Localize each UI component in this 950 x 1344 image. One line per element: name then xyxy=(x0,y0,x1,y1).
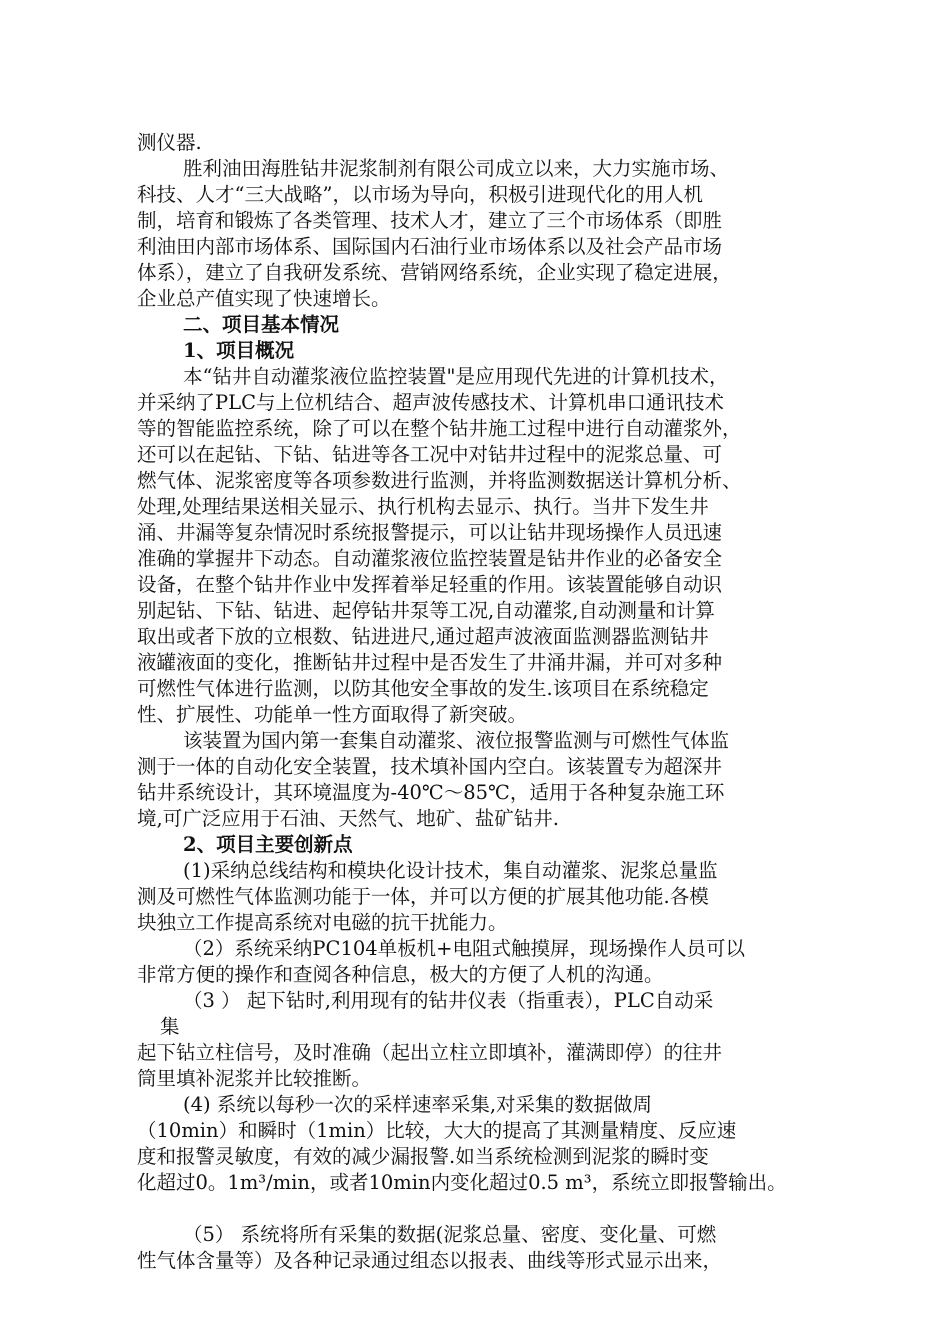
text-line: 燃气体、泥浆密度等各项参数进行监测，并将监测数据送计算机分析、 xyxy=(137,469,742,492)
paragraph-first-line: 该装置为国内第一套集自动灌浆、液位报警监测与可燃性气体监 xyxy=(183,729,730,752)
text-line: 性、扩展性、功能单一性方面取得了新突破。 xyxy=(137,703,528,726)
text-line: 性气体含量等）及各种记录通过组态以报表、曲线等形式显示出来， xyxy=(137,1249,723,1272)
text-line: 取出或者下放的立根数、钻进进尺,通过超声波液面监测器监测钻井 xyxy=(137,625,709,648)
text-line: 度和报警灵敏度，有效的减少漏报警.如当系统检测到泥浆的瞬时变 xyxy=(137,1145,709,1168)
list-item-first-line: （5） 系统将所有采集的数据(泥浆总量、密度、变化量、可燃 xyxy=(183,1223,717,1246)
list-item-first-line: (4) 系统以每秒一次的采样速率采集,对采集的数据做周 xyxy=(183,1093,653,1116)
text-line: 测于一体的自动化安全装置，技术填补国内空白。该装置专为超深井 xyxy=(137,755,723,778)
text-line: 准确的掌握井下动态。自动灌浆液位监控装置是钻井作业的必备安全 xyxy=(137,547,723,570)
paragraph-first-line: 本“钻井自动灌浆液位监控装置"是应用现代先进的计算机技术， xyxy=(183,365,729,388)
text-line: 涌、井漏等复杂情况时系统报警提示，可以让钻井现场操作人员迅速 xyxy=(137,521,723,544)
text-line: 别起钻、下钻、钻进、起停钻井泵等工况,自动灌浆,自动测量和计算 xyxy=(137,599,715,622)
text-line: 并采纳了PLC与上位机结合、超声波传感技术、计算机串口通讯技术 xyxy=(137,391,724,414)
text-line: 企业总产值实现了快速增长。 xyxy=(137,287,391,310)
text-line: 筒里填补泥浆并比较推断。 xyxy=(137,1067,372,1090)
text-line: 还可以在起钻、下钻、钻进等各工况中对钻井过程中的泥浆总量、可 xyxy=(137,443,723,466)
text-line: 等的智能监控系统，除了可以在整个钻井施工过程中进行自动灌浆外， xyxy=(137,417,742,440)
text-line: 处理,处理结果送相关显示、执行机构去显示、执行。当井下发生井 xyxy=(137,495,709,518)
text-line: 液罐液面的变化，推断钻井过程中是否发生了井涌井漏，并可对多种 xyxy=(137,651,723,674)
subsection-heading: 1、项目概况 xyxy=(183,339,295,362)
text-line: （10min）和瞬时（1min）比较，大大的提高了其测量精度、反应速 xyxy=(137,1119,737,1142)
text-line: 测及可燃性气体监测功能于一体，并可以方便的扩展其他功能.各模 xyxy=(137,885,709,908)
list-item-first-line: (1)采纳总线结构和模块化设计技术，集自动灌浆、泥浆总量监 xyxy=(183,859,718,882)
text-line: 制，培育和锻炼了各类管理、技术人才，建立了三个市场体系（即胜 xyxy=(137,209,723,232)
section-heading: 二、项目基本情况 xyxy=(183,313,340,336)
text-line: 块独立工作提高系统对电磁的抗干扰能力。 xyxy=(137,911,508,934)
list-item-first-line: （2）系统采纳PC104单板机+电阻式触摸屏，现场操作人员可以 xyxy=(183,937,746,960)
text-line: 科技、人才“三大战略”，以市场为导向，积极引进现代化的用人机 xyxy=(137,183,703,206)
text-line: 可燃性气体进行监测，以防其他安全事故的发生.该项目在系统稳定 xyxy=(137,677,709,700)
paragraph-first-line: 胜利油田海胜钻井泥浆制剂有限公司成立以来，大力实施市场、 xyxy=(183,157,730,180)
text-line: 境,可广泛应用于石油、天然气、地矿、盐矿钻井. xyxy=(137,807,559,830)
text-line: 设备，在整个钻井作业中发挥着举足轻重的作用。该装置能够自动识 xyxy=(137,573,723,596)
text-line: 化超过0。1m³/min，或者10min内变化超过0.5 m³，系统立即报警输出。 xyxy=(137,1171,787,1194)
text-line: 起下钻立柱信号，及时准确（起出立柱立即填补，灌满即停）的往井 xyxy=(137,1041,723,1064)
text-line: 钻井系统设计，其环境温度为-40℃～85℃，适用于各种复杂施工环 xyxy=(137,781,725,804)
text-line: 利油田内部市场体系、国际国内石油行业市场体系以及社会产品市场 xyxy=(137,235,723,258)
subsection-heading: 2、项目主要创新点 xyxy=(183,833,353,856)
text-line: 测仪器. xyxy=(137,131,202,154)
text-line: 集 xyxy=(160,1015,180,1038)
text-line: 非常方便的操作和查阅各种信息，极大的方便了人机的沟通。 xyxy=(137,963,664,986)
list-item-first-line: （3 ） 起下钻时,利用现有的钻井仪表（指重表），PLC自动采 xyxy=(183,989,714,1012)
text-line: 体系），建立了自我研发系统、营销网络系统，企业实现了稳定进展， xyxy=(137,261,732,284)
